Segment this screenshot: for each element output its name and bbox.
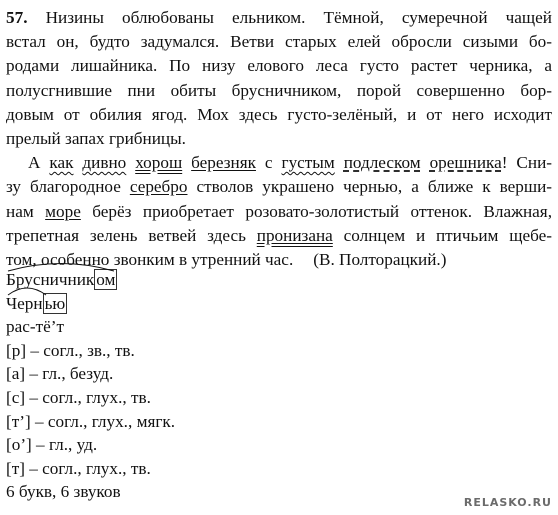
morpheme-analysis-chernyu: Черн ью [6,292,175,316]
sound-line: [р] – согл., зв., тв. [6,340,135,360]
sound-line: [т’] – согл., глух., мягк. [6,411,176,431]
exercise-text [6,6,552,272]
predicate-pronizana: пронизана [256,225,333,245]
object-oreshnika: орешника [429,153,502,173]
subject-more: море [45,201,81,221]
exercise-number: 57. [6,8,28,27]
adverb-kak: как [49,153,74,173]
syllables: рас-тё’т [6,317,64,337]
morpheme-analysis-brusnichnikom: Брусничник ом [6,268,175,292]
subject-serebro: серебро [129,177,188,197]
paragraph-2: А как дивно хорош березняк с густым подлеском орешника! Сни- зу благородное серебро стволов украшено чернью, а ближе к верши- нам море берёз приобретает розовато-золотистый оттенок. Влажная, трепетная зелень ветвей здесь пронизана солнцем и птичьим щебе- том, особенно звонким в утренний час. (В. Полторацкий.) [6,153,553,270]
letters-sounds-summary: 6 букв, 6 звуков [6,482,121,502]
sound-line: [с] – согл., глух., тв. [6,387,151,407]
predicate-horosh: хорош [135,153,183,173]
attribute-gustym: густым [281,153,335,173]
watermark: RELASKO.RU [463,496,552,509]
attribution: (В. Полторацкий.) [313,250,447,270]
adverb-divno: дивно [82,153,127,173]
sound-line: [о’] – гл., уд. [6,435,98,455]
root-arc-icon [6,260,116,272]
subject-bereznyak: березняк [191,153,256,173]
sound-line: [а] – гл., безуд. [6,364,114,384]
paragraph-1: 57. Низины облюбованы ельником. Тёмной, сумеречной чащей встал он, будто задумался. Ветви старых елей обросли сизыми бо- родами лишайника. По низу елового леса густо растет черника, а полусгнившие пни обиты брусничником, порой совершенно бор- довым от обилия ягод. Мох здесь густо-зелёный, и от него исходит прелый запах грибницы. [6,8,552,149]
ending-box: ом [96,270,116,289]
object-podleskom: подлеском [343,153,421,173]
root-arc-icon [6,284,48,296]
sound-line: [т] – согл., глух., тв. [6,458,151,478]
ending-box: ью [44,293,66,313]
word-analysis [6,268,175,504]
